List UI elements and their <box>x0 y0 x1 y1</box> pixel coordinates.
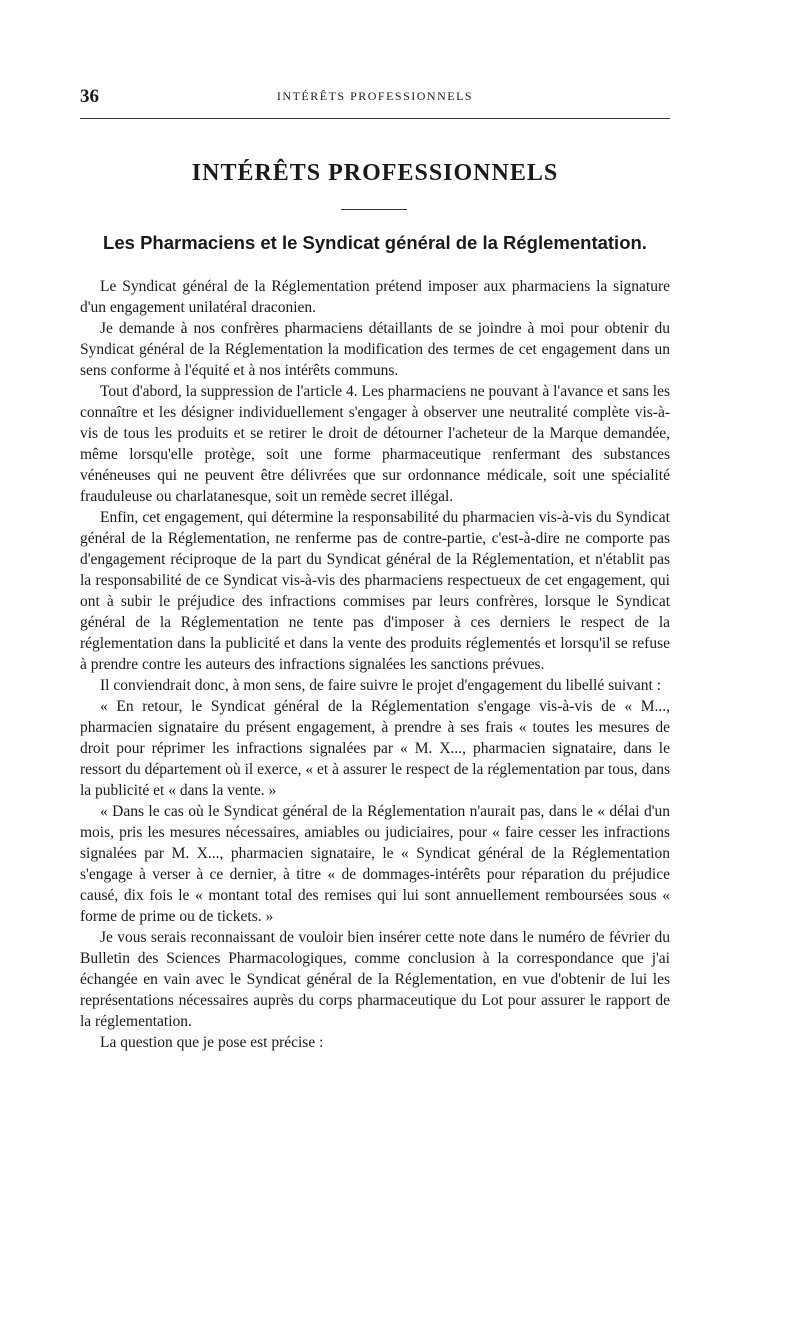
page-number: 36 <box>80 86 99 107</box>
page-header <box>80 86 670 108</box>
paragraph: Tout d'abord, la suppression de l'article 4. Les pharmaciens ne pouvant à l'avance et sans les connaître et les désigner individuellement s'engager à observer une neutralité complète vis-à-vis de tous les produits et se retirer le droit de détourner l'acheteur de la Marque demandée, même lorsqu'elle protège, soit une forme pharmaceutique renfermant des substances vénéneuses qui ne peuvent être délivrées que sur ordonnance médicale, soit une spécialité frauduleuse ou charlatanesque, soit un remède secret illégal. <box>80 383 670 505</box>
article-body <box>80 276 670 1053</box>
paragraph: Enfin, cet engagement, qui détermine la responsabilité du pharmacien vis-à-vis du Syndicat général de la Réglementation, ne renferme pas de contre-partie, c'est-à-dire ne comporte pas d'engagement réciproque de la part du Syndicat général de la Réglementation, et n'établit pas la responsabilité de ce Syndicat vis-à-vis des pharmaciens respectueux de cet engagement, qui ont à subir le préjudice des infractions commises par leurs confrères, lorsque le Syndicat général de la Réglementation ne tente pas d'imposer à ces derniers le respect de la réglementation dans la publicité et dans la vente des produits réglementés et lorsqu'il se refuse à prendre contre les auteurs des infractions signalées les sanctions prévues. <box>80 509 670 673</box>
paragraph: La question que je pose est précise : <box>100 1034 324 1051</box>
title-divider <box>341 209 407 210</box>
header-rule <box>80 118 670 119</box>
article-subtitle: Les Pharmaciens et le Syndicat général de la Réglementation. <box>103 232 647 253</box>
quoted-paragraph: « En retour, le Syndicat général de la Réglementation s'engage vis-à-vis de « M..., pharmacien signataire du présent engagement, à prendre à ses frais « toutes les mesures de droit pour réprimer les infractions signalées par « M. X..., pharmacien signataire, dans le ressort du département où il exerce, « et à assurer le respect de la réglementation par tous, dans la publicité et « dans la vente. » <box>80 698 670 799</box>
paragraph: Il conviendrait donc, à mon sens, de faire suivre le projet d'engagement du libellé suivant : <box>100 677 662 694</box>
quoted-paragraph: « Dans le cas où le Syndicat général de la Réglementation n'aurait pas, dans le « délai d'un mois, pris les mesures nécessaires, amiables ou judiciaires, pour « faire cesser les infractions signalées par M. X..., pharmacien signataire, le « Syndicat général de la Réglementation s'engage à verser à ce dernier, à titre « de dommages-intérêts pour réparation du préjudice causé, dix fois le « montant total des remises qui lui sont annuellement remboursées sous « forme de prime ou de tickets. » <box>80 803 670 925</box>
paragraph: Je demande à nos confrères pharmaciens détaillants de se joindre à moi pour obtenir du Syndicat général de la Réglementation la modification des termes de cet engagement dans un sens conforme à l'équité et à nos intérêts communs. <box>80 320 670 379</box>
paragraph: Le Syndicat général de la Réglementation prétend imposer aux pharmaciens la signature d'un engagement unilatéral draconien. <box>80 278 670 316</box>
running-head: INTÉRÊTS PROFESSIONNELS <box>276 89 474 103</box>
paragraph: Je vous serais reconnaissant de vouloir bien insérer cette note dans le numéro de février du Bulletin des Sciences Pharmacologiques, comme conclusion à la correspondance que j'ai échangée en vain avec le Syndicat général de la Réglementation, en vue d'obtenir de lui les représentations nécessaires auprès du corps pharmaceutique du Lot pour assurer le rapport de la réglementation. <box>80 929 670 1030</box>
article-title: INTÉRÊTS PROFESSIONNELS <box>191 160 559 186</box>
